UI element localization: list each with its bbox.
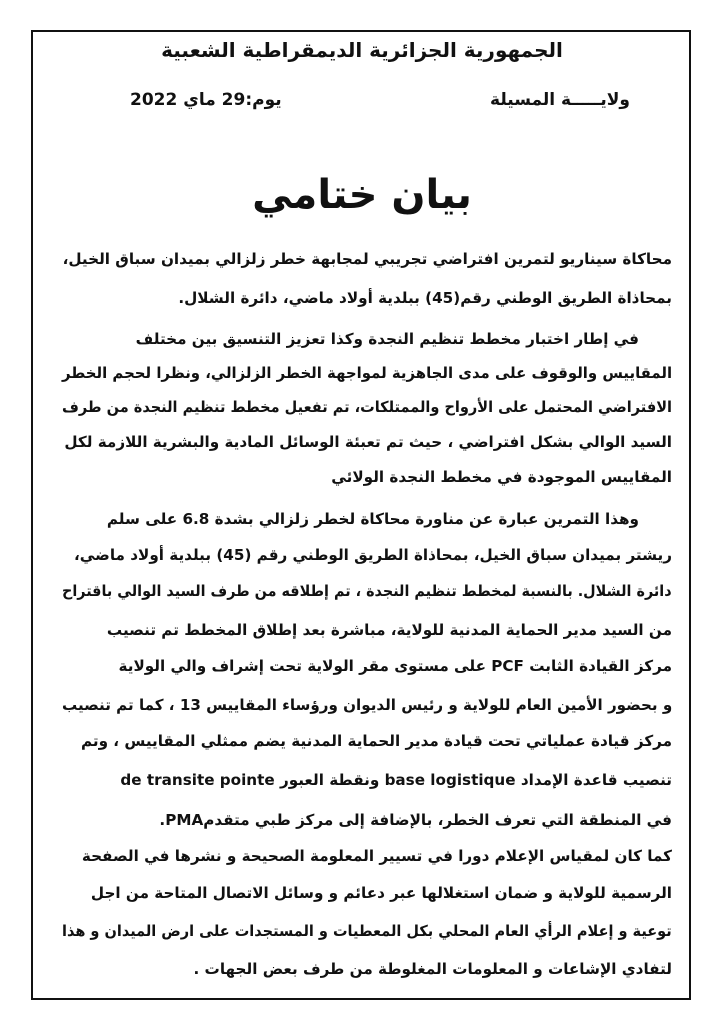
text-line: المقاييس والوقوف على مدى الجاهزية لمواجهة الخطر الزلزالي، ونظرا لحجم الخطر bbox=[61, 364, 672, 382]
text-line: في إطار اختبار مخطط تنظيم النجدة وكذا تعزيز التنسيق بين مختلف bbox=[135, 330, 639, 348]
text-line: كما كان لمقياس الإعلام دورا في تسيير المعلومة الصحيحة و نشرها في الصفحة bbox=[81, 847, 672, 865]
republic-heading: الجمهورية الجزائرية الديمقراطية الشعبية bbox=[161, 38, 563, 62]
text-line: ريشتر بميدان سباق الخيل، بمحاذاة الطريق الوطني رقم (45) ببلدية أولاد ماضي، bbox=[74, 546, 672, 564]
text-line: تنصيب قاعدة الإمداد base logistique ونقطة العبور de transite pointe bbox=[120, 771, 672, 789]
text-line: توعية و إعلام الرأي العام المحلي بكل المعطيات و المستجدات على ارض الميدان و هذا bbox=[62, 922, 672, 940]
text-line: محاكاة سيناريو لتمرين افتراضي تجريبي لمجابهة خطر زلزالي بميدان سباق الخيل، bbox=[62, 250, 672, 268]
text-line: المقاييس الموجودة في مخطط النجدة الولائي bbox=[331, 468, 672, 486]
document-title: بيان ختامي bbox=[252, 172, 472, 218]
text-line: مركز قيادة عملياتي تحت قيادة مدير الحماية المدنية يضم ممثلي المقاييس ، وتم bbox=[80, 732, 672, 750]
text-line: وهذا التمرين عبارة عن مناورة محاكاة لخطر زلزالي بشدة 6.8 على سلم bbox=[106, 510, 639, 528]
text-line: لتفادي الإشاعات و المعلومات المغلوطة من طرف بعض الجهات . bbox=[193, 960, 672, 978]
header-row bbox=[90, 90, 630, 120]
text-line: من السيد مدير الحماية المدنية للولاية، مباشرة بعد إطلاق المخطط تم تنصيب bbox=[106, 621, 672, 639]
date-label: يوم:29 ماي 2022 bbox=[130, 90, 282, 110]
text-line: بمحاذاة الطريق الوطني رقم(45) ببلدية أولاد ماضي، دائرة الشلال. bbox=[178, 289, 672, 307]
wilaya-label: ولايـــــة المسيلة bbox=[490, 90, 630, 110]
text-line: و بحضور الأمين العام للولاية و رئيس الديوان ورؤساء المقاييس 13 ، كما تم تنصيب bbox=[61, 696, 672, 714]
text-line: الرسمية للولاية و ضمان استغلالها عبر دعائم و وسائل الاتصال المتاحة من اجل bbox=[90, 884, 672, 902]
text-line: السيد الوالي بشكل افتراضي ، حيث تم تعبئة الوسائل المادية والبشرية اللازمة لكل bbox=[64, 433, 672, 451]
text-line: الافتراضي المحتمل على الأرواح والممتلكات، تم تفعيل مخطط تنظيم النجدة من طرف bbox=[61, 398, 672, 416]
text-line: مركز القيادة الثابت PCF على مستوى مقر الولاية تحت إشراف والي الولاية bbox=[118, 657, 672, 675]
text-line: دائرة الشلال. بالنسبة لمخطط تنظيم النجدة ، تم إطلاقه من طرف السيد الوالي باقتراح bbox=[62, 582, 672, 600]
text-line: في المنطقة التي تعرف الخطر، بالإضافة إلى مركز طبي متقدمPMA. bbox=[159, 811, 672, 829]
